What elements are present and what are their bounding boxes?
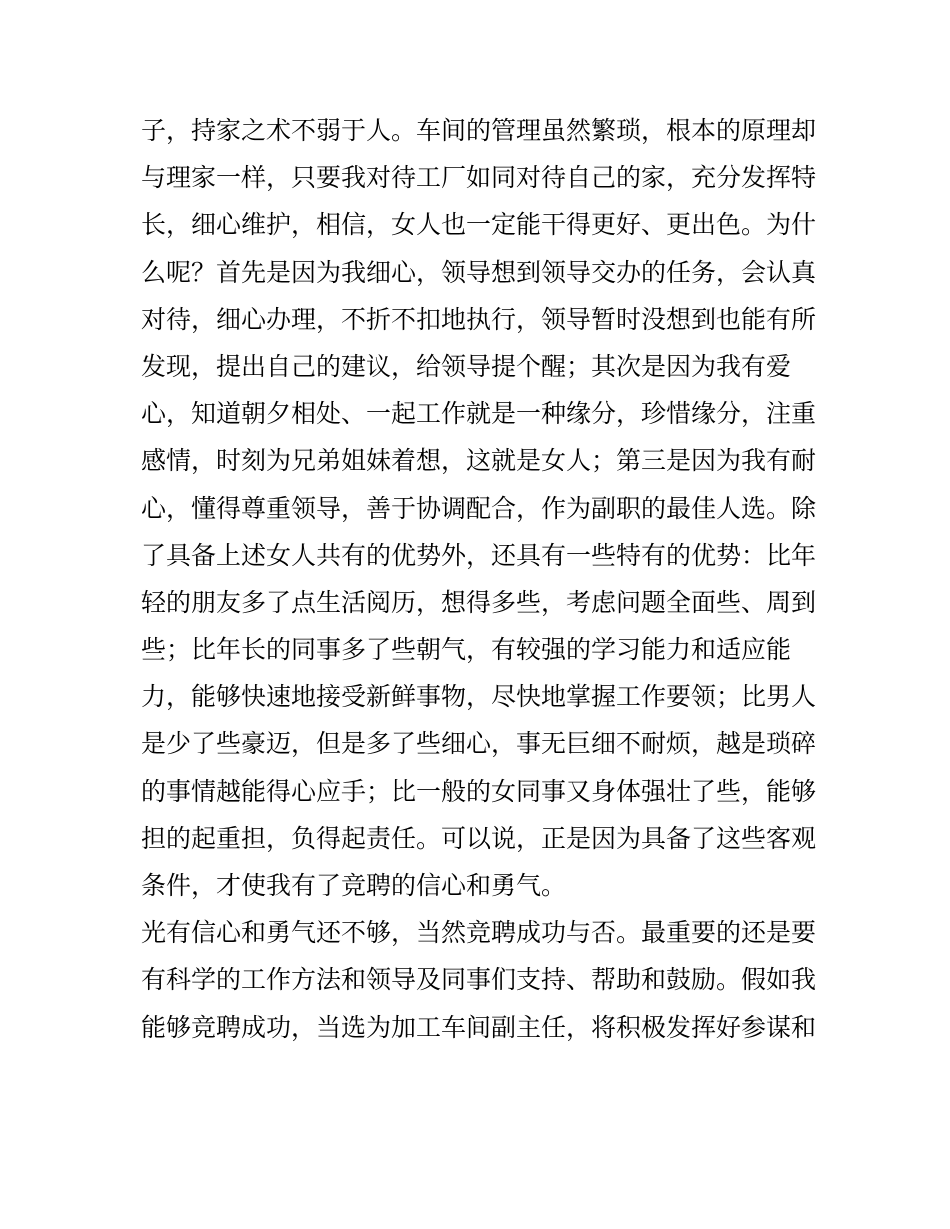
text-line: 心，知道朝夕相处、一起工作就是一种缘分，珍惜缘分，注重 — [141, 399, 817, 429]
text-line: 能够竞聘成功，当选为加工车间副主任，将积极发挥好参谋和 — [141, 1012, 817, 1042]
text-line: 心，懂得尊重领导，善于协调配合，作为副职的最佳人选。除 — [141, 493, 817, 523]
text-line: 么呢？首先是因为我细心，领导想到领导交办的任务，会认真 — [141, 257, 817, 287]
text-line: 轻的朋友多了点生活阅历，想得多些，考虑问题全面些、周到 — [141, 587, 817, 617]
text-line: 光有信心和勇气还不够，当然竞聘成功与否。最重要的还是要 — [141, 918, 817, 948]
text-line: 子，持家之术不弱于人。车间的管理虽然繁琐，根本的原理却 — [141, 116, 817, 145]
text-line: 发现，提出自己的建议，给领导提个醒；其次是因为我有爱 — [141, 351, 792, 381]
text-line: 了具备上述女人共有的优势外，还具有一些特有的优势：比年 — [141, 540, 817, 570]
text-line: 是少了些豪迈，但是多了些细心，事无巨细不耐烦，越是琐碎 — [141, 729, 817, 759]
body-text — [141, 107, 821, 1051]
text-line: 的事情越能得心应手；比一般的女同事又身体强壮了些，能够 — [141, 776, 817, 806]
text-line: 条件，才使我有了竞聘的信心和勇气。 — [141, 871, 567, 900]
text-line: 些；比年长的同事多了些朝气，有较强的学习能力和适应能 — [141, 635, 792, 665]
text-line: 有科学的工作方法和领导及同事们支持、帮助和鼓励。假如我 — [141, 965, 817, 995]
text-line: 对待，细心办理，不折不扣地执行，领导暂时没想到也能有所 — [141, 304, 817, 334]
text-line: 力，能够快速地接受新鲜事物，尽快地掌握工作要领；比男人 — [141, 682, 817, 712]
text-line: 感情，时刻为兄弟姐妹着想，这就是女人；第三是因为我有耐 — [141, 446, 817, 476]
text-line: 长，细心维护，相信，女人也一定能干得更好、更出色。为什 — [141, 210, 817, 240]
text-line: 与理家一样，只要我对待工厂如同对待自己的家，充分发挥特 — [141, 163, 817, 193]
text-line: 担的起重担，负得起责任。可以说，正是因为具备了这些客观 — [141, 823, 817, 853]
